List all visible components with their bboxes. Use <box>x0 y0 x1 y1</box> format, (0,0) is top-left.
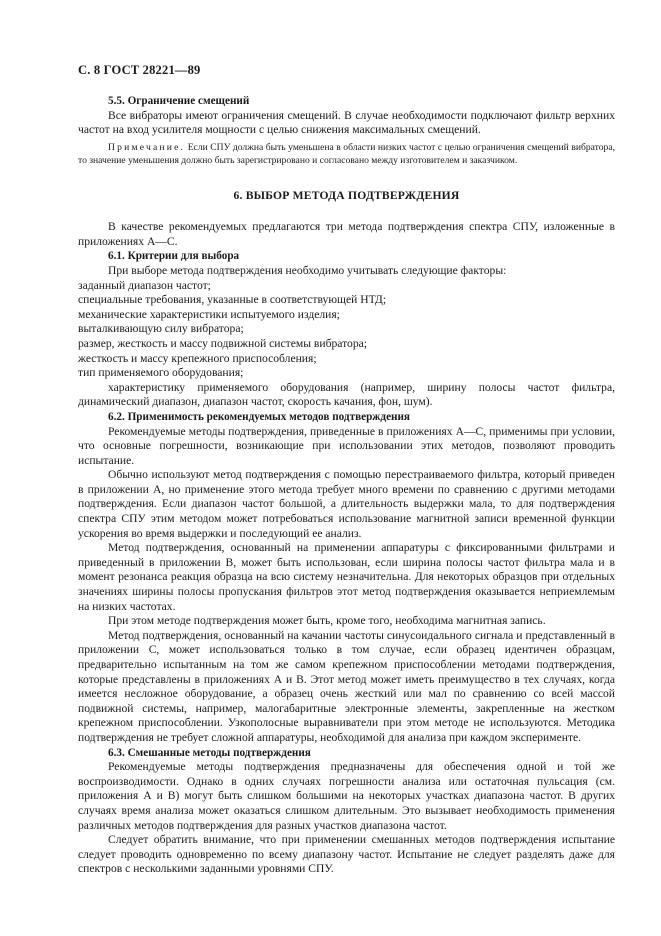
factor-list-item-last: характеристику применяемого оборудования (например, ширину полосы частот фильтра, динамический диапазон, диапазон частот, скорость качания, фон, шум). <box>78 380 615 409</box>
section-6-2-paragraph: Метод подтверждения, основанный на применении аппаратуры с фиксированными фильтрами и приведенный в приложении В, может быть использован, если ширина полосы частот фильтра мала и в момент резонанса реакция образца на всю систему незначительна. Для некоторых образцов при отдельных значениях ширины полосы пропускания фильтров этот метод подтверждения оказывается неприемлемым на низких частотах. <box>78 541 615 613</box>
running-head: С. 8 ГОСТ 28221—89 <box>78 63 201 77</box>
section-6-3-paragraph: Следует обратить внимание, что при применении смешанных методов подтверждения испытание следует проводить одновременно по всему диапазону частот. Испытание не следует разделять даже для спектров с несколькими заданными уровнями СПУ. <box>78 833 615 876</box>
section-6-3-heading: 6.3. Смешанные методы подтверждения <box>108 746 311 759</box>
factor-list-item: заданный диапазон частот; <box>78 278 211 292</box>
section-5-5-heading: 5.5. Ограничение смещений <box>108 95 250 107</box>
section-6-2-heading: 6.2. Применимость рекомендуемых методов подтверждения <box>108 410 410 423</box>
factor-list-item: тип применяемого оборудования; <box>78 366 244 380</box>
note-block <box>78 141 615 168</box>
page-body <box>78 94 615 877</box>
section-6-intro: В качестве рекомендуемых предлагаются три метода подтверждения спектра СПУ, изложенные в приложениях А—С. <box>78 220 615 248</box>
note-label: Примечание. <box>108 141 186 153</box>
factor-list-item: специальные требования, указанные в соответствующей НТД; <box>78 293 387 307</box>
section-6-3-paragraph: Рекомендуемые методы подтверждения предназначены для обеспечения одной и той же воспроизводимости. Однако в одних случаях погрешности анализа или остаточная пульсация (см. приложения А и В) могут быть слишком большими на некоторых участках диапазона частот. В других случаях время анализа может оказаться слишком длительным. Это вызывает необходимость применения различных методов подтверждения для разных участков диапазона частот. <box>78 760 615 832</box>
section-6-2-paragraph: Метод подтверждения, основанный на качании частоты синусоидального сигнала и представленный в приложении С, может использоваться только в том случае, если образец идентичен образцам, предварительно испытанным на том же самом крепежном приспособлении методами подтверждения, которые представлены в приложениях А и В. Этот метод может иметь преимущество в тех случаях, когда имеется несложное оборудование, а образец очень жесткий или мал по сравнению со всей массой подвижной системы, например, малогабаритные электронные элементы, закрепленные на жестком крепежном приспособлении. Узкополосные выравниватели при этом методе не используются. Методика подтверждения не требует сложной аппаратуры, необходимой для анализа при каждом эксперименте. <box>78 628 615 744</box>
factor-list-item: жесткость и массу крепежного приспособления; <box>78 351 317 365</box>
section-5-5-paragraph: Все вибраторы имеют ограничения смещений. В случае необходимости подключают фильтр верхних частот на вход усилителя мощности с целью снижения максимальных смещений. <box>78 108 615 137</box>
factor-list-item: выталкивающую силу вибратора; <box>78 322 244 336</box>
section-6-1-lead: При выборе метода подтверждения необходимо учитывать следующие факторы: <box>108 263 507 277</box>
section-6-1-heading: 6.1. Критерии для выбора <box>108 250 240 263</box>
section-6-2-paragraph: Обычно используют метод подтверждения с помощью перестраиваемого фильтра, который приведен в приложении А, но применение этого метода требует много времени по сравнению с другими методами подтверждения. Если диапазон частот большой, а длительность выдержки мала, то для подтверждения спектра СПУ этим методом может потребоваться использование магнитной записи временной функции ускорения во время выдержки и последующий ее анализ. <box>78 468 615 540</box>
section-6-2-paragraph: Рекомендуемые методы подтверждения, приведенные в приложениях А—С, применимы при условии, что основные погрешности, возникающие при использовании этих методов, позволяют проводить испытание. <box>78 424 615 467</box>
section-6-heading: 6. ВЫБОР МЕТОДА ПОДТВЕРЖДЕНИЯ <box>233 188 460 202</box>
factor-list-item: механические характеристики испытуемого изделия; <box>78 307 340 321</box>
factor-list-item: размер, жесткость и массу подвижной системы вибратора; <box>78 336 367 350</box>
section-6-2-paragraph: При этом методе подтверждения может быть, кроме того, необходима магнитная запись. <box>108 614 546 628</box>
note-text: Если СПУ должна быть уменьшена в области низких частот с целью ограничения смещений вибратора, то значение уменьшения должно быть зарегистрировано и согласовано между изготовителем и заказчиком. <box>78 141 615 167</box>
